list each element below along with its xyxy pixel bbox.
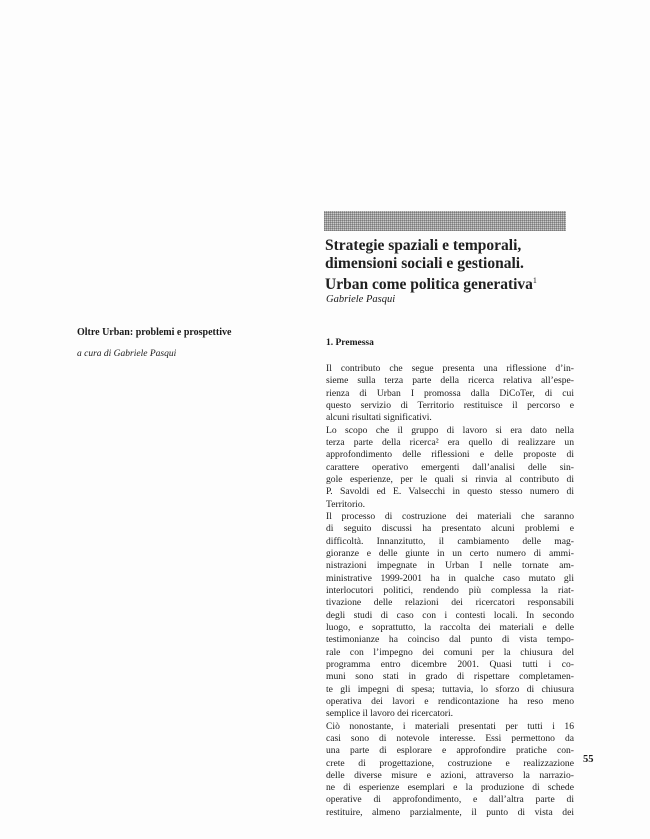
article-title-line: dimensioni sociali e gestionali. <box>325 254 524 272</box>
body-text-line: muni sono stati in grado di rispettare completamen- <box>326 671 574 683</box>
body-text-line: carattere operativo emergenti dall’analisi delle sin- <box>326 461 574 473</box>
body-text-line: degli studi di caso con i contesti locali. In secondo <box>326 609 574 621</box>
body-text-line: operative di approfondimento, e dall’altra parte di <box>326 794 574 806</box>
body-text-line: ministrative 1999-2001 ha in qualche caso mutato gli <box>326 572 574 584</box>
article-title <box>325 237 575 294</box>
body-text-line: nistrazioni impegnate in Urban I nelle tornate am- <box>326 560 574 572</box>
body-text-line: Territorio. <box>326 498 366 510</box>
body-text-line: tivazione delle relazioni dei ricercatori responsabili <box>326 597 574 609</box>
body-text-line: gioranze e delle giunte in un certo numero di ammi- <box>326 547 574 559</box>
body-text-line: restituire, almeno parzialmente, il punto di vista dei <box>326 806 574 818</box>
body-text-line: una parte di esplorare e approfondire pratiche con- <box>326 745 574 757</box>
body-text-line: rienza di Urban I promossa dalla DiCoTer, di cui <box>326 387 574 399</box>
footnote-marker: 1 <box>532 276 537 285</box>
body-text-line: te gli impegni di spesa; tuttavia, lo sforzo di chiusura <box>326 683 574 695</box>
body-text-line: semplice il lavoro dei ricercatori. <box>326 708 454 720</box>
body-text-line: programma entro dicembre 2001. Quasi tutti i co- <box>326 658 574 670</box>
body-text-line: gole esperienze, per le quali si rinvia al contributo di <box>326 473 574 485</box>
body-text-line: sieme sulla terza parte della ricerca relativa all’espe- <box>326 375 574 387</box>
article-body <box>326 363 574 819</box>
body-text-line: luogo, e soprattutto, la raccolta dei materiali e delle <box>326 621 574 633</box>
body-text-line: interlocutori politici, rendendo più complessa la riat- <box>326 584 574 596</box>
body-text-line: delle diverse misure e azioni, attraverso la narrazio- <box>326 769 574 781</box>
body-text-line: rale con l’impegno dei comuni per la chiusura del <box>326 646 574 658</box>
section-heading: 1. Premessa <box>326 338 374 348</box>
body-text-line: casi sono di notevole interesse. Essi permettono da <box>326 732 574 744</box>
body-text-line: ne di esperienze esemplari e la produzione di schede <box>326 782 574 794</box>
body-text-line: terza parte della ricerca² era quello di realizzare un <box>326 436 574 448</box>
body-text-line: difficoltà. Innanzitutto, il cambiamento delle mag- <box>326 535 574 547</box>
series-title: Oltre Urban: problemi e prospettive <box>77 327 232 338</box>
body-text-line: P. Savoldi ed E. Valsecchi in questo stesso numero di <box>326 486 574 498</box>
body-text-line: Lo scopo che il gruppo di lavoro si era dato nella <box>326 424 574 436</box>
decorative-hatched-bar <box>324 211 566 231</box>
body-text-line: questo servizio di Territorio restituisce il percorso e <box>326 399 574 411</box>
page-number: 55 <box>583 754 594 765</box>
series-editor: a cura di Gabriele Pasqui <box>77 349 177 359</box>
body-text-line: alcuni risultati significativi. <box>326 412 432 424</box>
article-author: Gabriele Pasqui <box>326 294 396 305</box>
body-text-line: di seguito discussi ha presentato alcuni problemi e <box>326 523 574 535</box>
article-title-line: Urban come politica generativa$^1$ <box>325 276 537 293</box>
body-text-line: testimonianze ha coinciso dal punto di vista tempo- <box>326 634 574 646</box>
body-text-line: Il processo di costruzione dei materiali che saranno <box>326 510 574 522</box>
body-text-line: operativa dei lavori e rendicontazione ha reso meno <box>326 695 574 707</box>
article-title-line: Strategie spaziali e temporali, <box>325 237 522 254</box>
body-text-line: Ciò nonostante, i materiali presentati per tutti i 16 <box>326 720 574 732</box>
body-text-line: Il contributo che segue presenta una riflessione d’in- <box>326 363 574 374</box>
body-text-line: approfondimento delle riflessioni e delle proposte di <box>326 449 574 461</box>
body-text-line: crete di progettazione, costruzione e realizzazione <box>326 757 574 769</box>
